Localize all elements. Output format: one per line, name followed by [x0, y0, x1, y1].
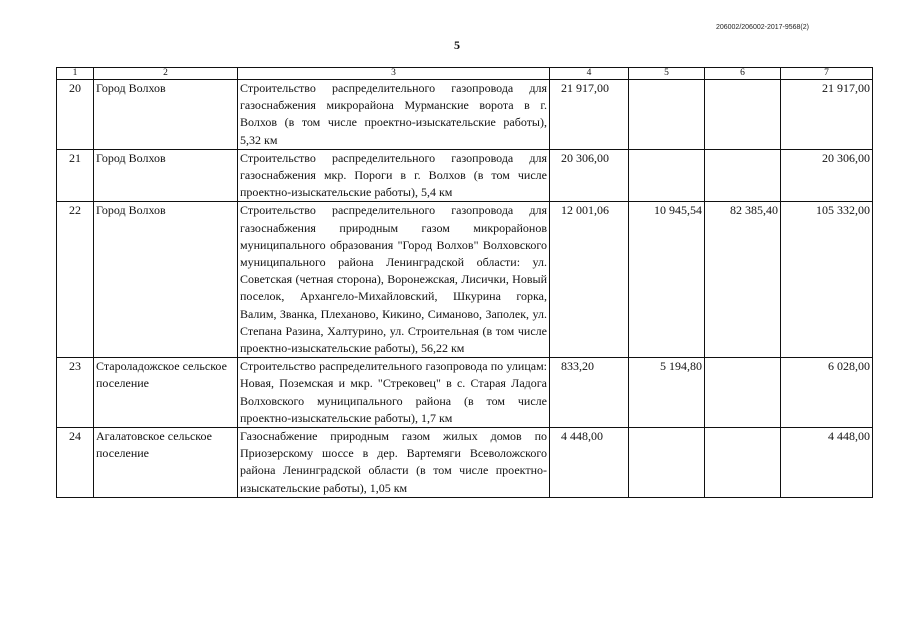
column-header: 5 [629, 68, 705, 80]
project-description: Строительство распределительного газопровода для газоснабжения природным газом микрорайонов муниципального образования "Город Волхов" Волховского муниципального района Ленинградской области: ул. Советская (четная сторона), Воронежская, Лисички, Новый поселок, Архангело-Михайловский, Шкурина горка, Валим, Званка, Плеханово, Кикино, Симаново, Заполек, ул. Степана Разина, Халтурино, ул. Строительная (в том числе проектно-изыскательские работы), 56,22 км [238, 202, 550, 358]
amount-col6 [705, 428, 781, 498]
page-number: 5 [454, 38, 460, 52]
municipality-name: Агалатовское сельское поселение [94, 428, 238, 498]
amount-col4: 20 306,00 [550, 149, 629, 202]
municipality-name: Город Волхов [94, 149, 238, 202]
column-header: 7 [781, 68, 873, 80]
amount-col6 [705, 358, 781, 428]
column-header: 6 [705, 68, 781, 80]
amount-total: 20 306,00 [781, 149, 873, 202]
amount-total: 6 028,00 [781, 358, 873, 428]
document-id: 206002/206002-2017-9568(2) [715, 24, 809, 31]
project-description: Газоснабжение природным газом жилых домов по Приозерскому шоссе в дер. Вартемяги Всеволожского района Ленинградской области (в том числе проектно-изыскательские работы), 1,05 км [238, 428, 550, 498]
municipality-name: Староладожское сельское поселение [94, 358, 238, 428]
row-number: 23 [57, 358, 94, 428]
amount-col4: 21 917,00 [550, 80, 629, 150]
amount-col5: 5 194,80 [629, 358, 705, 428]
project-description: Строительство распределительного газопровода для газоснабжения микрорайона Мурманские ворота в г. Волхов (в том числе проектно-изыскательские работы), 5,32 км [238, 80, 550, 150]
row-number: 20 [57, 80, 94, 150]
project-description: Строительство распределительного газопровода для газоснабжения мкр. Пороги в г. Волхов (в том числе проектно-изыскательские работы), 5,4 км [238, 149, 550, 202]
amount-col5 [629, 428, 705, 498]
column-header: 4 [550, 68, 629, 80]
funding-table [56, 67, 873, 498]
municipality-name: Город Волхов [94, 80, 238, 150]
municipality-name: Город Волхов [94, 202, 238, 358]
amount-col6 [705, 80, 781, 150]
row-number: 22 [57, 202, 94, 358]
table-row [57, 149, 873, 202]
amount-col6: 82 385,40 [705, 202, 781, 358]
table-row [57, 428, 873, 498]
amount-col4: 4 448,00 [550, 428, 629, 498]
row-number: 24 [57, 428, 94, 498]
column-header: 1 [57, 68, 94, 80]
column-header: 2 [94, 68, 238, 80]
amount-total: 105 332,00 [781, 202, 873, 358]
table-row [57, 358, 873, 428]
table-row [57, 80, 873, 150]
amount-col4: 833,20 [550, 358, 629, 428]
amount-col5 [629, 80, 705, 150]
amount-col5: 10 945,54 [629, 202, 705, 358]
amount-total: 4 448,00 [781, 428, 873, 498]
project-description: Строительство распределительного газопровода по улицам: Новая, Поземская и мкр. "Стрековец" в с. Старая Ладога Волховского муниципального района (в том числе проектно-изыскательские работы), 1,7 км [238, 358, 550, 428]
row-number: 21 [57, 149, 94, 202]
amount-col5 [629, 149, 705, 202]
amount-col6 [705, 149, 781, 202]
table-row [57, 202, 873, 358]
amount-total: 21 917,00 [781, 80, 873, 150]
column-header: 3 [238, 68, 550, 80]
column-number-row [57, 68, 873, 80]
amount-col4: 12 001,06 [550, 202, 629, 358]
